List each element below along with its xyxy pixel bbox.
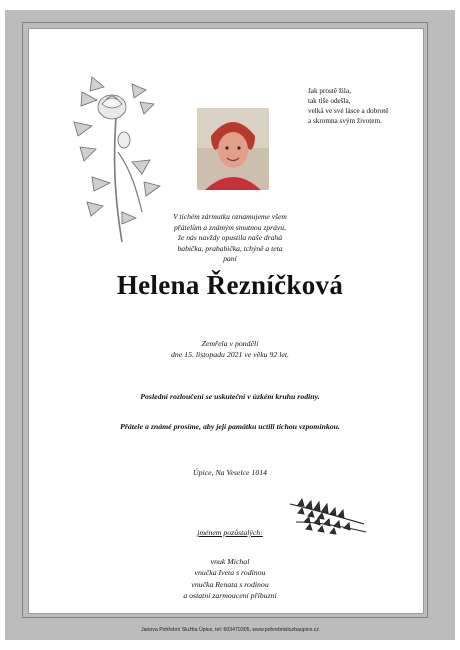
poem-line: Jak prostě žila, — [308, 87, 351, 95]
mourner-line: vnuk Michal — [210, 557, 250, 566]
announcement-line: V tichém zármutku oznamujeme všem — [173, 212, 287, 221]
announcement-text — [120, 212, 340, 265]
announcement-line: babička, prababička, tchýně a teta — [177, 243, 283, 253]
poem-line: tak tiše odešla, — [308, 97, 351, 105]
mourners-list — [40, 556, 420, 602]
announcement-line: přátelům a známým smutnou zprávu, — [173, 222, 286, 232]
death-line: Zemřela v pondělí — [201, 339, 259, 348]
mourner-line: vnučka Renata s rodinou — [191, 579, 269, 589]
mourner-line: vnučka Iveta s rodinou — [194, 568, 266, 578]
friends-request-text: Přátele a známé prosíme, aby její památku uctili tichou vzpomínkou. — [120, 422, 340, 431]
portrait-photo — [197, 108, 269, 190]
poem-line: a skromna svým životem. — [308, 117, 382, 125]
poem-text — [308, 86, 420, 126]
death-date-text — [120, 338, 340, 360]
announcement-line: paní — [223, 254, 237, 264]
death-line: dne 15. listopadu 2021 ve věku 92 let. — [170, 350, 289, 359]
poem-line: velká ve své lásce a dobrotě — [308, 107, 389, 115]
mourner-line: a ostatní zarmoucení příbuzní — [183, 591, 277, 601]
funeral-service-footer: Janova Pohřební Služba Úpice, tel: 603470305, www.pohrebnisluzbaupice.cz — [141, 627, 319, 633]
deceased-name: Helena Řezníčková — [116, 270, 344, 300]
farewell-text: Poslední rozloučení se uskuteční v úzkém kruhu rodiny. — [140, 392, 320, 401]
announcement-line: že nás navždy opustila naše drahá — [178, 233, 282, 243]
address-text: Úpice, Na Veselce 1014 — [192, 468, 268, 477]
on-behalf-label: jménem pozůstalých: — [197, 528, 263, 537]
